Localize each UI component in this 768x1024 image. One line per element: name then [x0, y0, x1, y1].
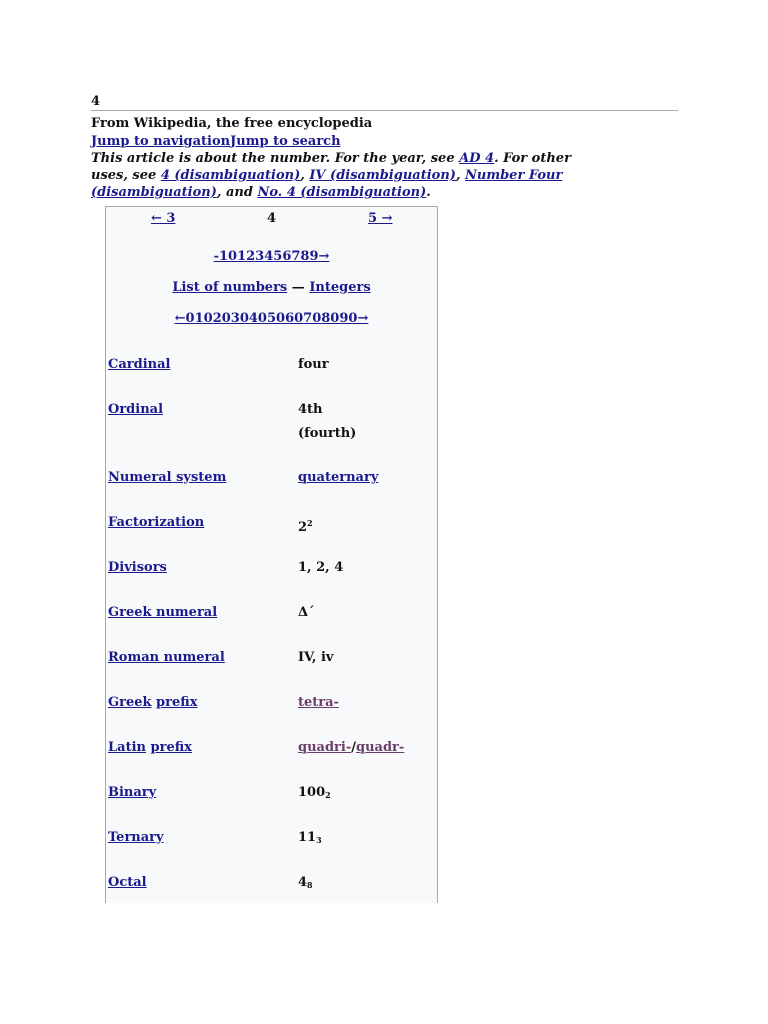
- tens-link[interactable]: 10: [194, 311, 213, 326]
- tens-link[interactable]: 70: [303, 311, 322, 326]
- number-nav: [106, 211, 437, 229]
- roman-numeral-value: IV, iv: [298, 650, 334, 665]
- hatnote: [91, 150, 611, 201]
- ternary-link[interactable]: Ternary: [108, 830, 164, 845]
- row-greek-prefix: [108, 694, 437, 739]
- factorization-link[interactable]: Factorization: [108, 515, 205, 530]
- digit-link[interactable]: 1: [237, 249, 247, 264]
- article: [91, 94, 678, 201]
- infobox-rows: [108, 356, 437, 903]
- hatnote-text: , and: [216, 185, 258, 200]
- digit-link[interactable]: 0: [228, 249, 238, 264]
- tens-link[interactable]: 60: [285, 311, 304, 326]
- tens-next-link[interactable]: →: [357, 311, 369, 326]
- ternary-value: [298, 829, 322, 849]
- current-number: 4: [267, 211, 277, 226]
- 4-disambiguation-link[interactable]: 4 (disambiguation): [160, 168, 301, 183]
- ternary-base: 3: [316, 835, 322, 845]
- greek-link[interactable]: Greek: [108, 695, 152, 710]
- tagline: From Wikipedia, the free encyclopedia: [91, 116, 373, 131]
- quaternary-link[interactable]: quaternary: [298, 470, 379, 485]
- row-ternary: [108, 829, 437, 874]
- latin-link[interactable]: Latin: [108, 740, 146, 755]
- tens-link[interactable]: 50: [266, 311, 286, 326]
- digits-next-link[interactable]: →: [318, 249, 330, 264]
- row-binary: [108, 784, 437, 829]
- tens-link[interactable]: 20: [212, 311, 231, 326]
- greek-numeral-value: Δ´: [298, 605, 315, 620]
- integers-link[interactable]: Integers: [309, 280, 371, 295]
- hatnote-text: This article is about the number. For the year, see: [91, 151, 460, 166]
- octal-value: [298, 874, 313, 894]
- latin-prefix-label: [108, 739, 192, 757]
- cardinal-value: four: [298, 357, 329, 372]
- digit-link[interactable]: 7: [291, 249, 301, 264]
- binary-digits: 100: [298, 785, 326, 800]
- jump-to-navigation-link[interactable]: Jump to navigation: [91, 134, 231, 149]
- digits-nav: [106, 249, 437, 264]
- no4-disambiguation-link[interactable]: No. 4 (disambiguation): [257, 185, 427, 200]
- ternary-digits: 11: [298, 830, 317, 845]
- ordinal-value: [298, 401, 356, 443]
- list-of-numbers-link[interactable]: List of numbers: [172, 280, 288, 295]
- greek-prefix-label: [108, 694, 197, 712]
- factorization-exponent: 2: [307, 518, 313, 528]
- tens-link[interactable]: 90: [339, 311, 358, 326]
- digit-link[interactable]: 5: [273, 249, 283, 264]
- digit-link[interactable]: 9: [309, 249, 319, 264]
- divisors-value: 1, 2, 4: [298, 560, 344, 575]
- greek-numeral-link[interactable]: Greek numeral: [108, 605, 218, 620]
- tens-link[interactable]: 0: [185, 311, 195, 326]
- octal-link[interactable]: Octal: [108, 875, 147, 890]
- hatnote-text: ,: [455, 168, 465, 183]
- slash: /: [351, 740, 356, 755]
- tens-link[interactable]: 80: [321, 311, 340, 326]
- tetra-link[interactable]: tetra-: [298, 695, 339, 710]
- prefix-link[interactable]: prefix: [156, 695, 198, 710]
- cardinal-link[interactable]: Cardinal: [108, 357, 171, 372]
- digit-link[interactable]: 8: [300, 249, 310, 264]
- digit-link[interactable]: 3: [255, 249, 265, 264]
- jump-to-search-link[interactable]: Jump to search: [230, 134, 341, 149]
- divisors-link[interactable]: Divisors: [108, 560, 167, 575]
- row-roman-numeral: [108, 649, 437, 694]
- row-ordinal: [108, 401, 437, 469]
- ordinal-link[interactable]: Ordinal: [108, 402, 164, 417]
- binary-base: 2: [325, 790, 331, 800]
- tens-prev-link[interactable]: ←: [174, 311, 186, 326]
- factorization-base: 2: [298, 520, 308, 535]
- ordinal-value-short: 4th: [298, 402, 323, 417]
- digit-link[interactable]: -1: [213, 249, 229, 264]
- hatnote-text: . For other uses, see: [91, 151, 571, 183]
- digit-link[interactable]: 6: [282, 249, 292, 264]
- row-divisors: [108, 559, 437, 604]
- hatnote-text: .: [426, 185, 431, 200]
- quadr-link[interactable]: quadr-: [356, 740, 405, 755]
- row-greek-numeral: [108, 604, 437, 649]
- number-four-disambiguation-link[interactable]: Number Four (disambiguation): [91, 168, 563, 200]
- tens-nav: [106, 311, 437, 326]
- ad4-link[interactable]: AD 4: [459, 151, 495, 166]
- page-title: 4: [91, 94, 678, 111]
- numeral-system-link[interactable]: Numeral system: [108, 470, 227, 485]
- iv-disambiguation-link[interactable]: IV (disambiguation): [309, 168, 456, 183]
- prev-number-link[interactable]: ← 3: [151, 211, 176, 226]
- octal-digits: 4: [298, 875, 308, 890]
- row-cardinal: [108, 356, 437, 401]
- digit-link[interactable]: 2: [246, 249, 256, 264]
- latin-prefix-value: [298, 739, 404, 757]
- binary-value: [298, 784, 331, 804]
- hatnote-text: ,: [300, 168, 310, 183]
- prefix-link[interactable]: prefix: [150, 740, 192, 755]
- ordinal-value-long: (fourth): [298, 426, 357, 441]
- quadri-link[interactable]: quadri-: [298, 740, 352, 755]
- octal-base: 8: [307, 880, 313, 890]
- binary-link[interactable]: Binary: [108, 785, 157, 800]
- row-octal: [108, 874, 437, 903]
- next-number-link[interactable]: 5 →: [368, 211, 393, 226]
- infobox: [105, 206, 438, 903]
- tens-link[interactable]: 30: [230, 311, 249, 326]
- tens-link[interactable]: 40: [248, 311, 267, 326]
- factorization-value: [298, 514, 313, 537]
- dash: —: [287, 280, 310, 295]
- jump-links: [91, 133, 678, 150]
- row-factorization: [108, 514, 437, 559]
- row-numeral-system: [108, 469, 437, 514]
- roman-numeral-link[interactable]: Roman numeral: [108, 650, 225, 665]
- row-latin-prefix: [108, 739, 437, 784]
- digit-link[interactable]: 4: [264, 249, 274, 264]
- list-links: [106, 280, 437, 295]
